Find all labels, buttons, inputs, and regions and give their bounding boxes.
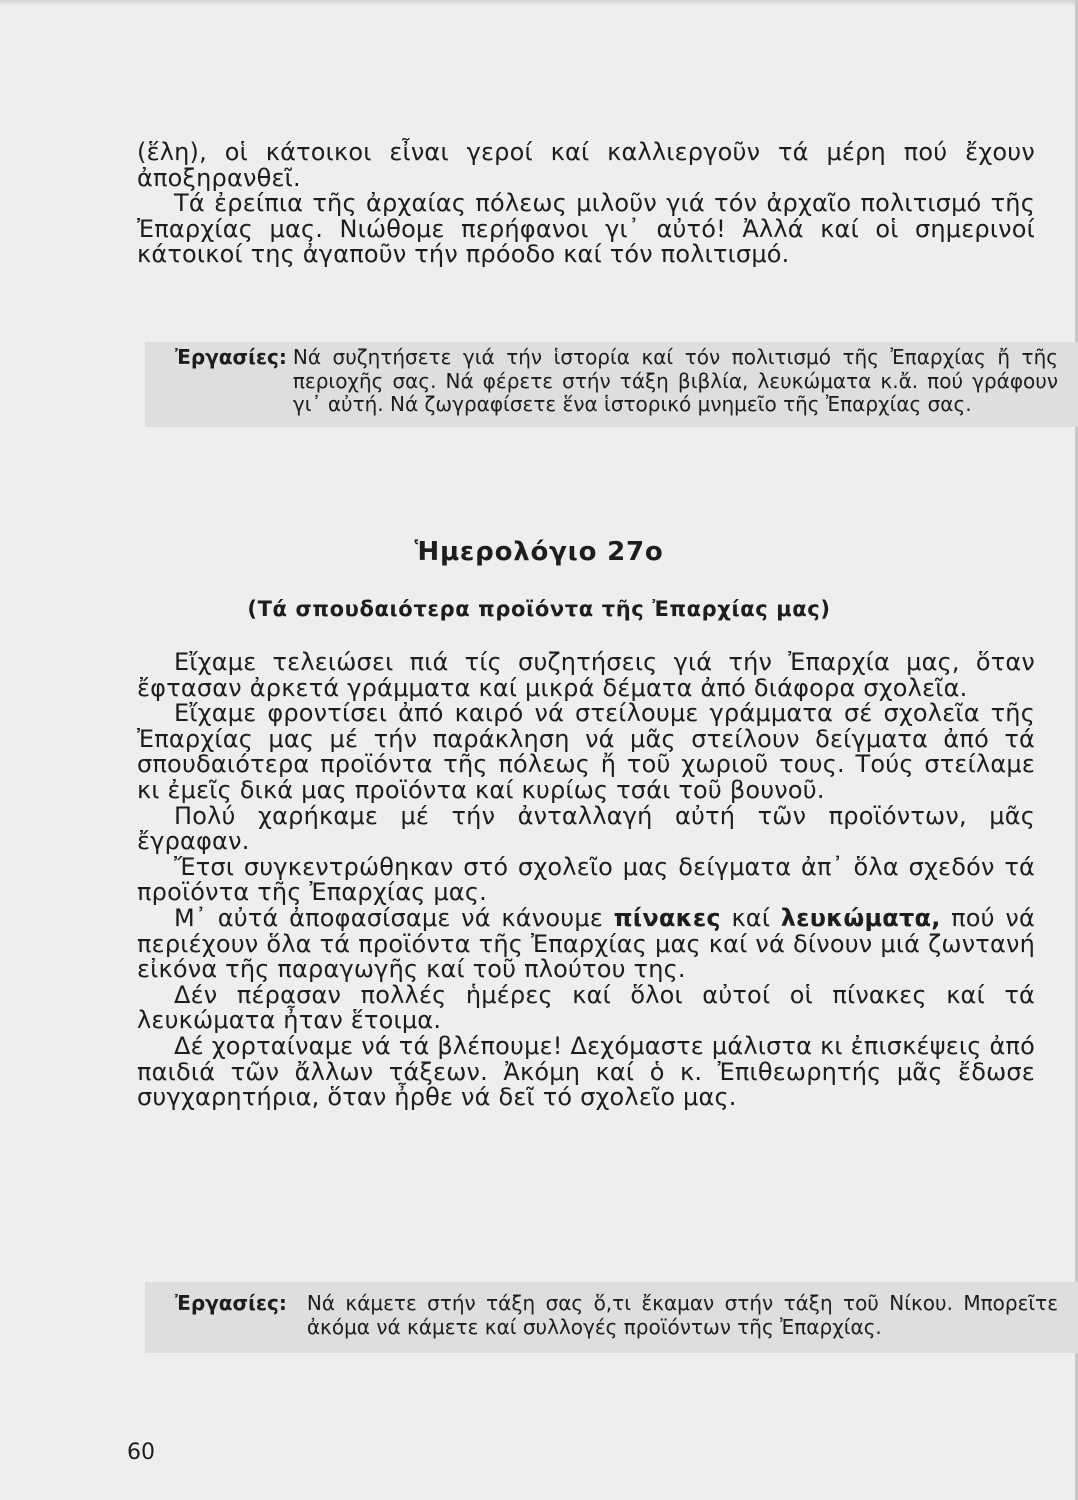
body-paragraph-6: Δέν πέρασαν πολλές ἡμέρες καί ὅλοι αὐτοί οἱ πίνακες καί τά λευκώματα ἦταν ἕτοιμα.: [137, 980, 1035, 1035]
body-paragraph-3: Πολύ χαρήκαμε μέ τήν ἀνταλλαγή αὐτή τῶν προϊόντων, μᾶς ἔγραφαν.: [137, 801, 1035, 856]
body-paragraph-1: Εἴχαμε τελειώσει πιά τίς συζητήσεις γιά τήν Ἐπαρχία μας, ὅταν ἔφτασαν ἀρκετά γράμματα καί μικρά δέματα ἀπό διάφορα σχολεῖα.: [137, 648, 1035, 702]
body-paragraph-4: Ἔτσι συγκεντρώθηκαν στό σχολεῖο μας δείγματα ἀπ᾿ ὅλα σχεδόν τά προϊόντα τῆς Ἐπαρχίας μας.: [137, 852, 1035, 907]
body-paragraph-2: Εἴχαμε φροντίσει ἀπό καιρό νά στείλουμε γράμματα σέ σχολεῖα τῆς Ἐπαρχίας μας μέ τήν παράκληση νά μᾶς στείλουν δείγματα ἀπό τά σπουδαιότερα προϊόντα τῆς πόλεως ἤ τοῦ χωριοῦ τους. Τούς στείλαμε κι ἐμεῖς δικά μας προϊόντα καί κυρίως τσάι τοῦ βουνοῦ.: [137, 699, 1035, 804]
tasks-text: Νά κάμετε στήν τάξη σας ὅ,τι ἔκαμαν στήν τάξη τοῦ Νίκου. Μπορεῖτε ἀκόμα νά κάμετε καί συλλογές προϊόντων τῆς Ἐπαρχίας.: [306, 1291, 1058, 1339]
page-top-edge: [0, 0, 1078, 6]
intro-paragraph-1: (ἕλη), οἱ κάτοικοι εἶναι γεροί καί καλλιεργοῦν τά μέρη πού ἔχουν ἀποξηρανθεῖ.: [137, 138, 1035, 192]
tasks-box-2: [145, 1282, 1078, 1353]
intro-paragraph-2: Τά ἐρείπια τῆς ἀρχαίας πόλεως μιλοῦν γιά τόν ἀρχαῖο πολιτισμό τῆς Ἐπαρχίας μας. Νιώθομε περήφανοι γι᾿ αὐτό! Ἀλλά καί οἱ σημερινοί κάτοικοί της ἀγαποῦν τήν πρόοδο καί τόν πολιτισμό.: [137, 189, 1035, 269]
main-text: [137, 650, 1035, 1111]
tasks-label: Ἐργασίες:: [175, 1291, 287, 1315]
tasks-box-1: [145, 342, 1078, 427]
tasks-label: Ἐργασίες:: [175, 345, 287, 369]
tasks-text: Νά συζητήσετε γιά τήν ἱστορία καί τόν πολιτισμό τῆς Ἐπαρχίας ἤ τῆς περιοχῆς σας. Νά φέρετε στήν τάξη βιβλία, λευκώματα κ.ἄ. πού γράφουν γι᾿ αὐτή. Νά ζωγραφίσετε ἕνα ἱστορικό μνημεῖο τῆς Ἐπαρχίας σας.: [292, 345, 1058, 416]
bold-term-pinakes: πίνακες: [613, 903, 721, 932]
body-paragraph-7: Δέ χορταίναμε νά τά βλέπουμε! Δεχόμαστε μάλιστα κι ἐπισκέψεις ἀπό παιδιά τῶν ἄλλων τάξεων. Ἀκόμη καί ὁ κ. Ἐπιθεωρητής μᾶς ἔδωσε συγχαρητήρια, ὅταν ἦρθε νά δεῖ τό σχολεῖο μας.: [137, 1031, 1035, 1112]
bold-term-leukomata: λευκώματα,: [780, 903, 941, 932]
intro-text: [137, 140, 1035, 268]
section-subtitle: (Τά σπουδαιότερα προϊόντα τῆς Ἐπαρχίας μας): [247, 597, 831, 621]
section-title: Ἡμερολόγιο 27ο: [414, 537, 664, 567]
body-paragraph-5: Μ᾿ αὐτά ἀποφασίσαμε νά κάνουμε πίνακες καί λευκώματα, πού νά περιέχουν ὅλα τά προϊόντα τῆς Ἐπαρχίας μας καί νά δίνουν μιά ζωντανή εἰκόνα τῆς παραγωγῆς καί τοῦ πλούτου της.: [137, 903, 1036, 984]
page-number: 60: [127, 1440, 155, 1465]
